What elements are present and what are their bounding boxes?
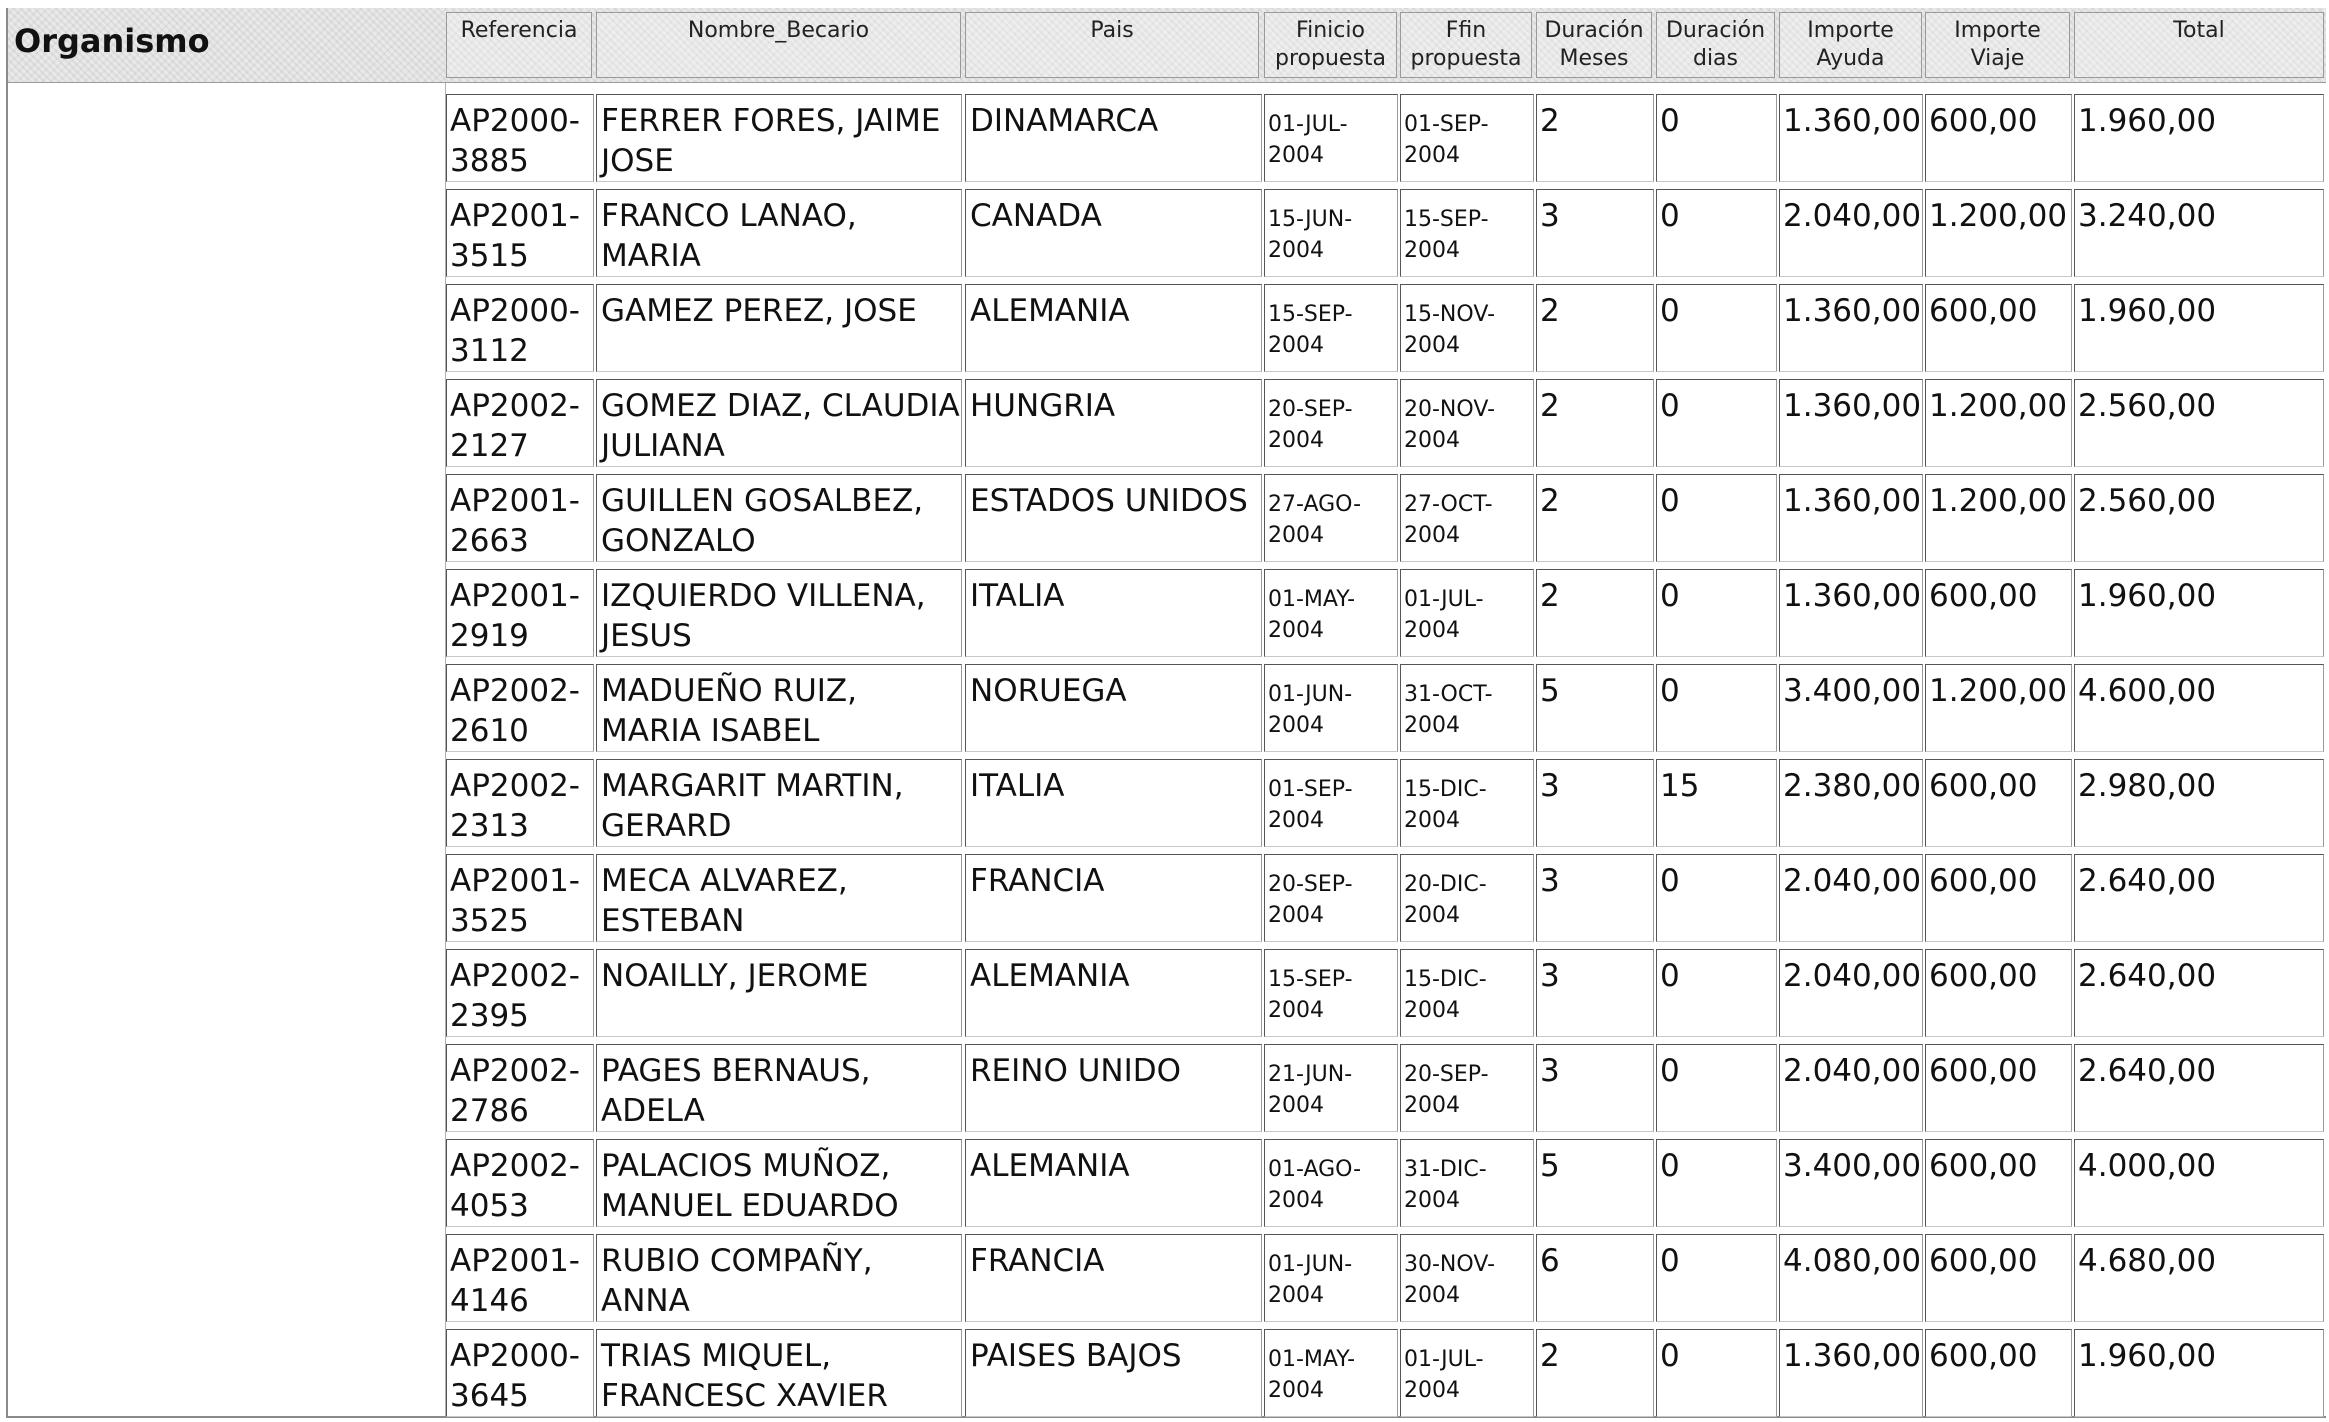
cell-meses: 2 [1536, 569, 1654, 657]
cell-total: 1.960,00 [2074, 284, 2324, 372]
cell-importe-viaje: 1.200,00 [1925, 189, 2072, 277]
cell-dias: 0 [1656, 1234, 1777, 1322]
cell-importe-ayuda: 2.040,00 [1779, 854, 1923, 942]
cell-finicio: 01-JUN- 2004 [1264, 1234, 1398, 1322]
cell-meses: 3 [1536, 1044, 1654, 1132]
cell-finicio: 27-AGO- 2004 [1264, 474, 1398, 562]
cell-importe-ayuda: 1.360,00 [1779, 474, 1923, 562]
cell-importe-ayuda: 1.360,00 [1779, 94, 1923, 182]
cell-nombre: PAGES BERNAUS, ADELA [596, 1044, 962, 1132]
header-finicio-propuesta: Finicio propuesta [1264, 12, 1397, 78]
table-row [8, 1139, 2326, 1229]
cell-pais: ALEMANIA [965, 949, 1262, 1037]
cell-pais: REINO UNIDO [965, 1044, 1262, 1132]
cell-pais: ALEMANIA [965, 1139, 1262, 1227]
cell-ffin: 27-OCT- 2004 [1400, 474, 1534, 562]
cell-referencia: AP2001- 4146 [446, 1234, 594, 1322]
cell-importe-viaje: 600,00 [1925, 854, 2072, 942]
header-ffin-propuesta: Ffin propuesta [1400, 12, 1532, 78]
table-row [8, 284, 2326, 374]
cell-importe-ayuda: 2.040,00 [1779, 949, 1923, 1037]
cell-pais: NORUEGA [965, 664, 1262, 752]
cell-importe-ayuda: 2.040,00 [1779, 189, 1923, 277]
cell-nombre: GOMEZ DIAZ, CLAUDIA JULIANA [596, 379, 962, 467]
cell-referencia: AP2002- 2313 [446, 759, 594, 847]
cell-ffin: 20-SEP- 2004 [1400, 1044, 1534, 1132]
cell-importe-ayuda: 1.360,00 [1779, 284, 1923, 372]
cell-meses: 2 [1536, 284, 1654, 372]
cell-importe-viaje: 600,00 [1925, 1329, 2072, 1417]
cell-finicio: 01-MAY- 2004 [1264, 1329, 1398, 1417]
cell-total: 1.960,00 [2074, 569, 2324, 657]
cell-ffin: 01-SEP- 2004 [1400, 94, 1534, 182]
cell-importe-viaje: 1.200,00 [1925, 664, 2072, 752]
cell-referencia: AP2000- 3885 [446, 94, 594, 182]
cell-meses: 3 [1536, 759, 1654, 847]
cell-referencia: AP2001- 3515 [446, 189, 594, 277]
cell-importe-ayuda: 1.360,00 [1779, 569, 1923, 657]
cell-ffin: 15-SEP- 2004 [1400, 189, 1534, 277]
cell-ffin: 15-NOV- 2004 [1400, 284, 1534, 372]
cell-finicio: 21-JUN- 2004 [1264, 1044, 1398, 1132]
cell-ffin: 31-OCT- 2004 [1400, 664, 1534, 752]
cell-finicio: 15-JUN- 2004 [1264, 189, 1398, 277]
cell-dias: 0 [1656, 94, 1777, 182]
cell-finicio: 15-SEP- 2004 [1264, 949, 1398, 1037]
cell-pais: DINAMARCA [965, 94, 1262, 182]
cell-importe-ayuda: 4.080,00 [1779, 1234, 1923, 1322]
cell-finicio: 01-JUL- 2004 [1264, 94, 1398, 182]
cell-pais: ALEMANIA [965, 284, 1262, 372]
table-row [8, 379, 2326, 469]
cell-ffin: 20-NOV- 2004 [1400, 379, 1534, 467]
cell-pais: HUNGRIA [965, 379, 1262, 467]
cell-total: 4.000,00 [2074, 1139, 2324, 1227]
cell-meses: 5 [1536, 1139, 1654, 1227]
cell-nombre: TRIAS MIQUEL, FRANCESC XAVIER [596, 1329, 962, 1417]
cell-nombre: MECA ALVAREZ, ESTEBAN [596, 854, 962, 942]
cell-total: 4.680,00 [2074, 1234, 2324, 1322]
cell-total: 2.560,00 [2074, 474, 2324, 562]
cell-meses: 2 [1536, 1329, 1654, 1417]
cell-nombre: GAMEZ PEREZ, JOSE [596, 284, 962, 372]
table-row [8, 189, 2326, 279]
cell-finicio: 20-SEP- 2004 [1264, 379, 1398, 467]
header-importe-ayuda: Importe Ayuda [1779, 12, 1922, 78]
header-importe-viaje: Importe Viaje [1925, 12, 2070, 78]
cell-importe-viaje: 1.200,00 [1925, 379, 2072, 467]
cell-importe-viaje: 600,00 [1925, 949, 2072, 1037]
table-row [8, 94, 2326, 184]
cell-dias: 0 [1656, 1329, 1777, 1417]
cell-importe-ayuda: 1.360,00 [1779, 379, 1923, 467]
header-duracion-meses: Duración Meses [1536, 12, 1652, 78]
table-row [8, 1329, 2326, 1419]
cell-finicio: 20-SEP- 2004 [1264, 854, 1398, 942]
header-pais: Pais [965, 12, 1259, 78]
cell-nombre: MADUEÑO RUIZ, MARIA ISABEL [596, 664, 962, 752]
header-nombre-becario: Nombre_Becario [596, 12, 961, 78]
cell-dias: 0 [1656, 189, 1777, 277]
cell-dias: 0 [1656, 949, 1777, 1037]
cell-finicio: 01-SEP- 2004 [1264, 759, 1398, 847]
cell-dias: 0 [1656, 569, 1777, 657]
cell-total: 2.640,00 [2074, 949, 2324, 1037]
cell-referencia: AP2001- 3525 [446, 854, 594, 942]
cell-nombre: FERRER FORES, JAIME JOSE [596, 94, 962, 182]
cell-importe-viaje: 1.200,00 [1925, 474, 2072, 562]
cell-nombre: IZQUIERDO VILLENA, JESUS [596, 569, 962, 657]
cell-referencia: AP2000- 3645 [446, 1329, 594, 1417]
cell-finicio: 15-SEP- 2004 [1264, 284, 1398, 372]
cell-total: 4.600,00 [2074, 664, 2324, 752]
header-duracion-dias: Duración dias [1656, 12, 1775, 78]
cell-ffin: 30-NOV- 2004 [1400, 1234, 1534, 1322]
cell-referencia: AP2002- 4053 [446, 1139, 594, 1227]
cell-importe-viaje: 600,00 [1925, 569, 2072, 657]
cell-importe-ayuda: 2.380,00 [1779, 759, 1923, 847]
cell-ffin: 15-DIC- 2004 [1400, 949, 1534, 1037]
table-row [8, 759, 2326, 849]
cell-total: 2.980,00 [2074, 759, 2324, 847]
cell-importe-ayuda: 3.400,00 [1779, 664, 1923, 752]
cell-importe-ayuda: 3.400,00 [1779, 1139, 1923, 1227]
table-row [8, 474, 2326, 564]
cell-nombre: RUBIO COMPAÑY, ANNA [596, 1234, 962, 1322]
header-referencia: Referencia [446, 12, 592, 78]
table-row [8, 1234, 2326, 1324]
cell-nombre: NOAILLY, JEROME [596, 949, 962, 1037]
table-row [8, 1044, 2326, 1134]
cell-total: 2.560,00 [2074, 379, 2324, 467]
cell-referencia: AP2000- 3112 [446, 284, 594, 372]
cell-pais: FRANCIA [965, 854, 1262, 942]
cell-nombre: FRANCO LANAO, MARIA [596, 189, 962, 277]
table-header [8, 8, 2326, 83]
cell-meses: 3 [1536, 854, 1654, 942]
cell-total: 1.960,00 [2074, 1329, 2324, 1417]
cell-total: 2.640,00 [2074, 1044, 2324, 1132]
cell-referencia: AP2001- 2663 [446, 474, 594, 562]
cell-importe-viaje: 600,00 [1925, 1234, 2072, 1322]
cell-ffin: 20-DIC- 2004 [1400, 854, 1534, 942]
table-row [8, 949, 2326, 1039]
cell-dias: 0 [1656, 854, 1777, 942]
cell-dias: 0 [1656, 379, 1777, 467]
cell-dias: 0 [1656, 1139, 1777, 1227]
cell-meses: 2 [1536, 379, 1654, 467]
cell-referencia: AP2002- 2127 [446, 379, 594, 467]
cell-importe-viaje: 600,00 [1925, 759, 2072, 847]
cell-dias: 0 [1656, 284, 1777, 372]
cell-importe-viaje: 600,00 [1925, 284, 2072, 372]
cell-referencia: AP2001- 2919 [446, 569, 594, 657]
cell-total: 1.960,00 [2074, 94, 2324, 182]
cell-pais: ESTADOS UNIDOS [965, 474, 1262, 562]
cell-total: 2.640,00 [2074, 854, 2324, 942]
cell-importe-ayuda: 1.360,00 [1779, 1329, 1923, 1417]
table-row [8, 664, 2326, 754]
cell-nombre: PALACIOS MUÑOZ, MANUEL EDUARDO [596, 1139, 962, 1227]
cell-meses: 5 [1536, 664, 1654, 752]
table-row [8, 569, 2326, 659]
cell-referencia: AP2002- 2786 [446, 1044, 594, 1132]
cell-pais: FRANCIA [965, 1234, 1262, 1322]
cell-referencia: AP2002- 2610 [446, 664, 594, 752]
cell-ffin: 01-JUL- 2004 [1400, 569, 1534, 657]
cell-pais: CANADA [965, 189, 1262, 277]
cell-importe-viaje: 600,00 [1925, 1139, 2072, 1227]
cell-meses: 3 [1536, 189, 1654, 277]
cell-pais: ITALIA [965, 759, 1262, 847]
cell-nombre: MARGARIT MARTIN, GERARD [596, 759, 962, 847]
cell-dias: 0 [1656, 474, 1777, 562]
header-total: Total [2074, 12, 2324, 78]
cell-ffin: 01-JUL- 2004 [1400, 1329, 1534, 1417]
cell-referencia: AP2002- 2395 [446, 949, 594, 1037]
cell-importe-viaje: 600,00 [1925, 94, 2072, 182]
cell-meses: 2 [1536, 474, 1654, 562]
cell-dias: 0 [1656, 664, 1777, 752]
table-row [8, 854, 2326, 944]
cell-pais: PAISES BAJOS [965, 1329, 1262, 1417]
cell-ffin: 15-DIC- 2004 [1400, 759, 1534, 847]
cell-ffin: 31-DIC- 2004 [1400, 1139, 1534, 1227]
cell-pais: ITALIA [965, 569, 1262, 657]
cell-dias: 0 [1656, 1044, 1777, 1132]
cell-finicio: 01-AGO- 2004 [1264, 1139, 1398, 1227]
cell-importe-ayuda: 2.040,00 [1779, 1044, 1923, 1132]
organismo-heading: Organismo [14, 22, 210, 60]
document-table [6, 8, 2326, 1418]
cell-finicio: 01-MAY- 2004 [1264, 569, 1398, 657]
cell-nombre: GUILLEN GOSALBEZ, GONZALO [596, 474, 962, 562]
cell-finicio: 01-JUN- 2004 [1264, 664, 1398, 752]
cell-dias: 15 [1656, 759, 1777, 847]
cell-meses: 3 [1536, 949, 1654, 1037]
cell-meses: 6 [1536, 1234, 1654, 1322]
cell-meses: 2 [1536, 94, 1654, 182]
cell-total: 3.240,00 [2074, 189, 2324, 277]
cell-importe-viaje: 600,00 [1925, 1044, 2072, 1132]
